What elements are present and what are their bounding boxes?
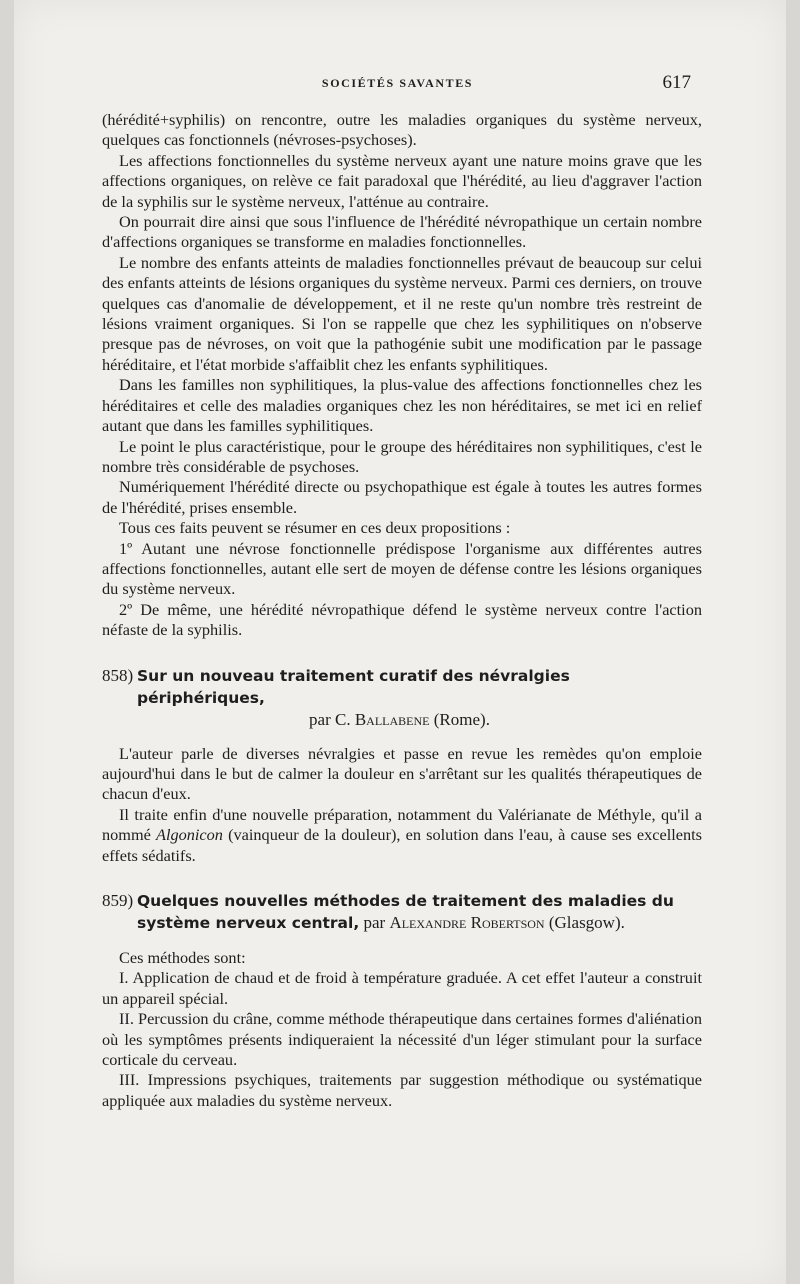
running-head: SOCIÉTÉS SAVANTES <box>321 76 474 90</box>
author-prefix: par C. <box>309 709 355 729</box>
paragraph: Dans les familles non syphilitiques, la plus-value des affections fonctionnelles chez les héréditaires et celle des maladies organiques chez les non héréditaires, se met ici en relief autant que dans les familles syphilitiques. <box>102 375 702 436</box>
intro-text <box>102 110 702 641</box>
author-affiliation: (Rome). <box>429 709 490 729</box>
text-run: (vainqueur de la douleur), en solution dans l'eau, à cause ses excellents effets sédatifs. <box>102 825 703 865</box>
section-number: 859) <box>102 891 134 910</box>
paragraph: II. Percussion du crâne, comme méthode thérapeutique dans certaines formes d'aliénation où les symptômes présents indiqueraient la nécessité d'un léger stimulant pour la surface corticale du cerveau. <box>102 1009 702 1070</box>
italic-term: Algonicon <box>156 825 223 845</box>
paragraph: Tous ces faits peuvent se résumer en ces deux propositions : <box>119 518 511 538</box>
paragraph: Numériquement l'hérédité directe ou psychopathique est égale à toutes les autres formes de l'hérédité, prises ensemble. <box>102 477 702 517</box>
author-line <box>137 709 702 730</box>
section-title: Quelques nouvelles méthodes de traitement des maladies du système nerveux central, <box>137 892 674 932</box>
section-858-heading <box>102 665 702 730</box>
paragraph <box>102 805 702 866</box>
paragraph: Le point le plus caractéristique, pour le groupe des héréditaires non syphilitiques, c'est le nombre très considérable de psychoses. <box>102 436 702 476</box>
section-title: Sur un nouveau traitement curatif des névralgies périphériques, <box>137 666 570 707</box>
author-affiliation: (Glasgow). <box>544 913 625 932</box>
section-859 <box>102 890 702 1111</box>
author-name: Ballabene <box>354 709 430 729</box>
paragraph: 2º De même, une hérédité névropathique défend le système nerveux contre l'action néfaste de la syphilis. <box>102 599 702 640</box>
section-858-text <box>102 744 702 866</box>
section-number: 858) <box>102 665 134 685</box>
paragraph: Les affections fonctionnelles du système nerveux ayant une nature moins grave que les affections organiques, on relève ce fait paradoxal que l'hérédité, au lieu d'aggraver l'action de la syphilis sur le système nerveux, l'atténue au contraire. <box>102 150 702 211</box>
page-header <box>104 72 691 98</box>
paragraph: III. Impressions psychiques, traitements par suggestion méthodique ou systématique appliquée aux maladies du système nerveux. <box>102 1070 702 1110</box>
paragraph: I. Application de chaud et de froid à température graduée. A cet effet l'auteur a construit un appareil spécial. <box>102 968 702 1008</box>
paragraph: (hérédité+syphilis) on rencontre, outre les maladies organiques du système nerveux, quelques cas fonctionnels (névroses-psychoses). <box>102 110 702 150</box>
section-859-heading <box>102 890 702 934</box>
paragraph: On pourrait dire ainsi que sous l'influence de l'hérédité névropathique un certain nombre d'affections organiques se transforme en maladies fonctionnelles. <box>102 212 702 252</box>
author-name: Alexandre Robertson <box>389 913 545 932</box>
book-page <box>14 0 786 1284</box>
paragraph: Le nombre des enfants atteints de maladies fonctionnelles prévaut de beaucoup sur celui des enfants atteints de lésions organiques du système nerveux. Parmi ces derniers, on trouve quelques cas d'anomalie de développement, et il ne reste qu'un nombre très restreint de lésions vraiment organiques. Si l'on se rappelle que chez les syphilitiques on n'observe presque pas de névroses, on voit que la pathogénie subit une modification par le passage héréditaire, et l'état morbide s'affaiblit chez les enfants syphilitiques. <box>102 252 702 374</box>
paragraph: 1º Autant une névrose fonctionnelle prédispose l'organisme aux différentes autres affections fonctionnelles, autant elle sert de moyen de défense contre les lésions organiques du système nerveux. <box>102 538 702 599</box>
paragraph: Ces méthodes sont: <box>119 948 246 967</box>
author-prefix: par <box>359 913 390 932</box>
page-body <box>102 110 702 1111</box>
section-859-text <box>102 948 702 1111</box>
page-number: 617 <box>662 72 691 93</box>
paragraph: L'auteur parle de diverses névralgies et passe en revue les remèdes qu'on emploie aujourd'hui dans le but de calmer la douleur en s'arrêtant sur les qualités thérapeutiques de chacun d'eux. <box>102 743 702 804</box>
text-run: Il traite enfin d'une nouvelle préparation, notamment du Valérianate de Méthyle, qu'il a nommé <box>102 804 702 845</box>
section-858 <box>102 665 702 866</box>
